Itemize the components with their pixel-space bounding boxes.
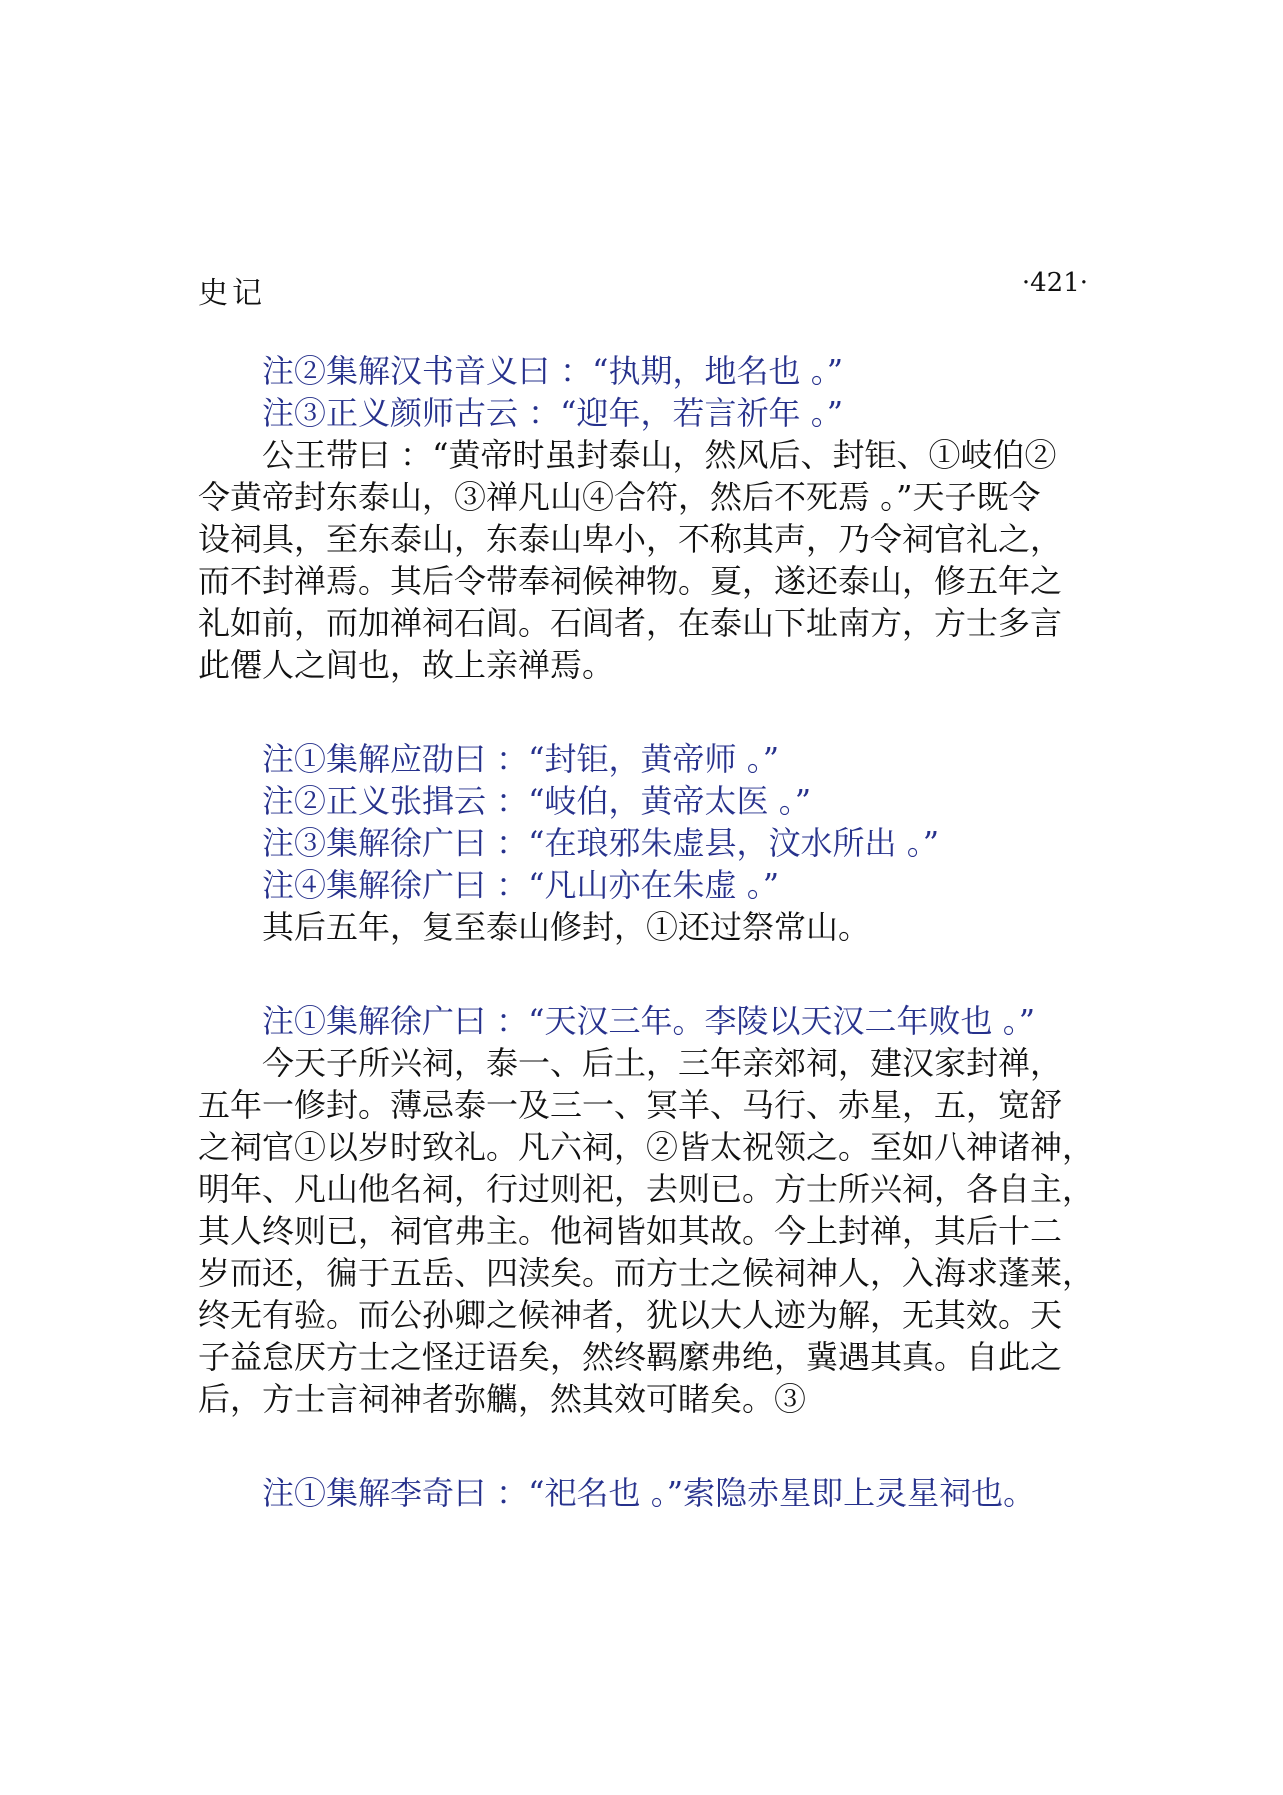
body-text-line: 岁而还，徧于五岳、四渎矣。而方士之候祠神人，入海求蓬莱， [198, 1254, 1095, 1292]
body-text-line: 明年、凡山他名祠，行过则祀，去则已。方士所兴祠，各自主， [198, 1170, 1095, 1208]
body-text-line: 之祠官①以岁时致礼。凡六祠，②皆太祝领之。至如八神诸神， [198, 1128, 1095, 1166]
body-text-line: 而不封禅焉。其后令带奉祠候神物。夏，遂还泰山，修五年之 [198, 562, 1063, 600]
body-text-line: 令黄帝封东泰山，③禅凡山④合符，然后不死焉 。”天子既令 [198, 478, 1041, 516]
body-text-line: 今天子所兴祠，泰一、后土，三年亲郊祠，建汉家封禅， [262, 1044, 1063, 1082]
body-text-line: 子益怠厌方士之怪迂语矣，然终羁縻弗绝，冀遇其真。自此之 [198, 1338, 1063, 1376]
body-text-line: 其人终则已，祠官弗主。他祠皆如其故。今上封禅，其后十二 [198, 1212, 1063, 1250]
annotation-line: 注③正义颜师古云 ：“迎年，若言祈年 。” [262, 394, 844, 432]
body-text-line: 公王带曰 ：“黄帝时虽封泰山，然风后、封钜、①岐伯② [262, 436, 1057, 474]
annotation-line: 注①集解应劭曰 ：“封钜，黄帝师 。” [262, 740, 780, 778]
body-text-line: 其后五年，复至泰山修封，①还过祭常山。 [262, 908, 871, 946]
running-title: 史记 [198, 276, 266, 311]
paragraph-gap [198, 948, 1098, 1000]
body-text-line: 终无有验。而公孙卿之候神者，犹以大人迹为解，无其效。天 [198, 1296, 1063, 1334]
page-number: ·421· [1021, 268, 1088, 298]
body-text-line: 设祠具，至东泰山，东泰山卑小，不称其声，乃令祠官礼之， [198, 520, 1063, 558]
page-content [198, 350, 1098, 1514]
page-header [198, 268, 1088, 312]
annotation-line: 注③集解徐广曰 ：“在琅邪朱虚县，汶水所出 。” [262, 824, 940, 862]
body-text-line: 五年一修封。薄忌泰一及三一、冥羊、马行、赤星，五，宽舒 [198, 1086, 1063, 1124]
annotation-line: 注②集解汉书音义曰 ：“执期，地名也 。” [262, 352, 844, 390]
body-text-line: 此僊人之闾也，故上亲禅焉。 [198, 646, 615, 684]
paragraph-gap [198, 686, 1098, 738]
annotation-line: 注①集解徐广曰 ：“天汉三年。李陵以天汉二年败也 。” [262, 1002, 1036, 1040]
annotation-line: 注①集解李奇曰 ：“祀名也 。”索隐赤星即上灵星祠也。 [262, 1474, 1036, 1512]
annotation-line: 注④集解徐广曰 ：“凡山亦在朱虚 。” [262, 866, 780, 904]
body-text-line: 礼如前，而加禅祠石闾。石闾者，在泰山下址南方，方士多言 [198, 604, 1063, 642]
paragraph-gap [198, 1420, 1098, 1472]
annotation-line: 注②正义张揖云 ：“岐伯，黄帝太医 。” [262, 782, 812, 820]
body-text-line: 后，方士言祠神者弥觽，然其效可睹矣。③ [198, 1380, 807, 1418]
